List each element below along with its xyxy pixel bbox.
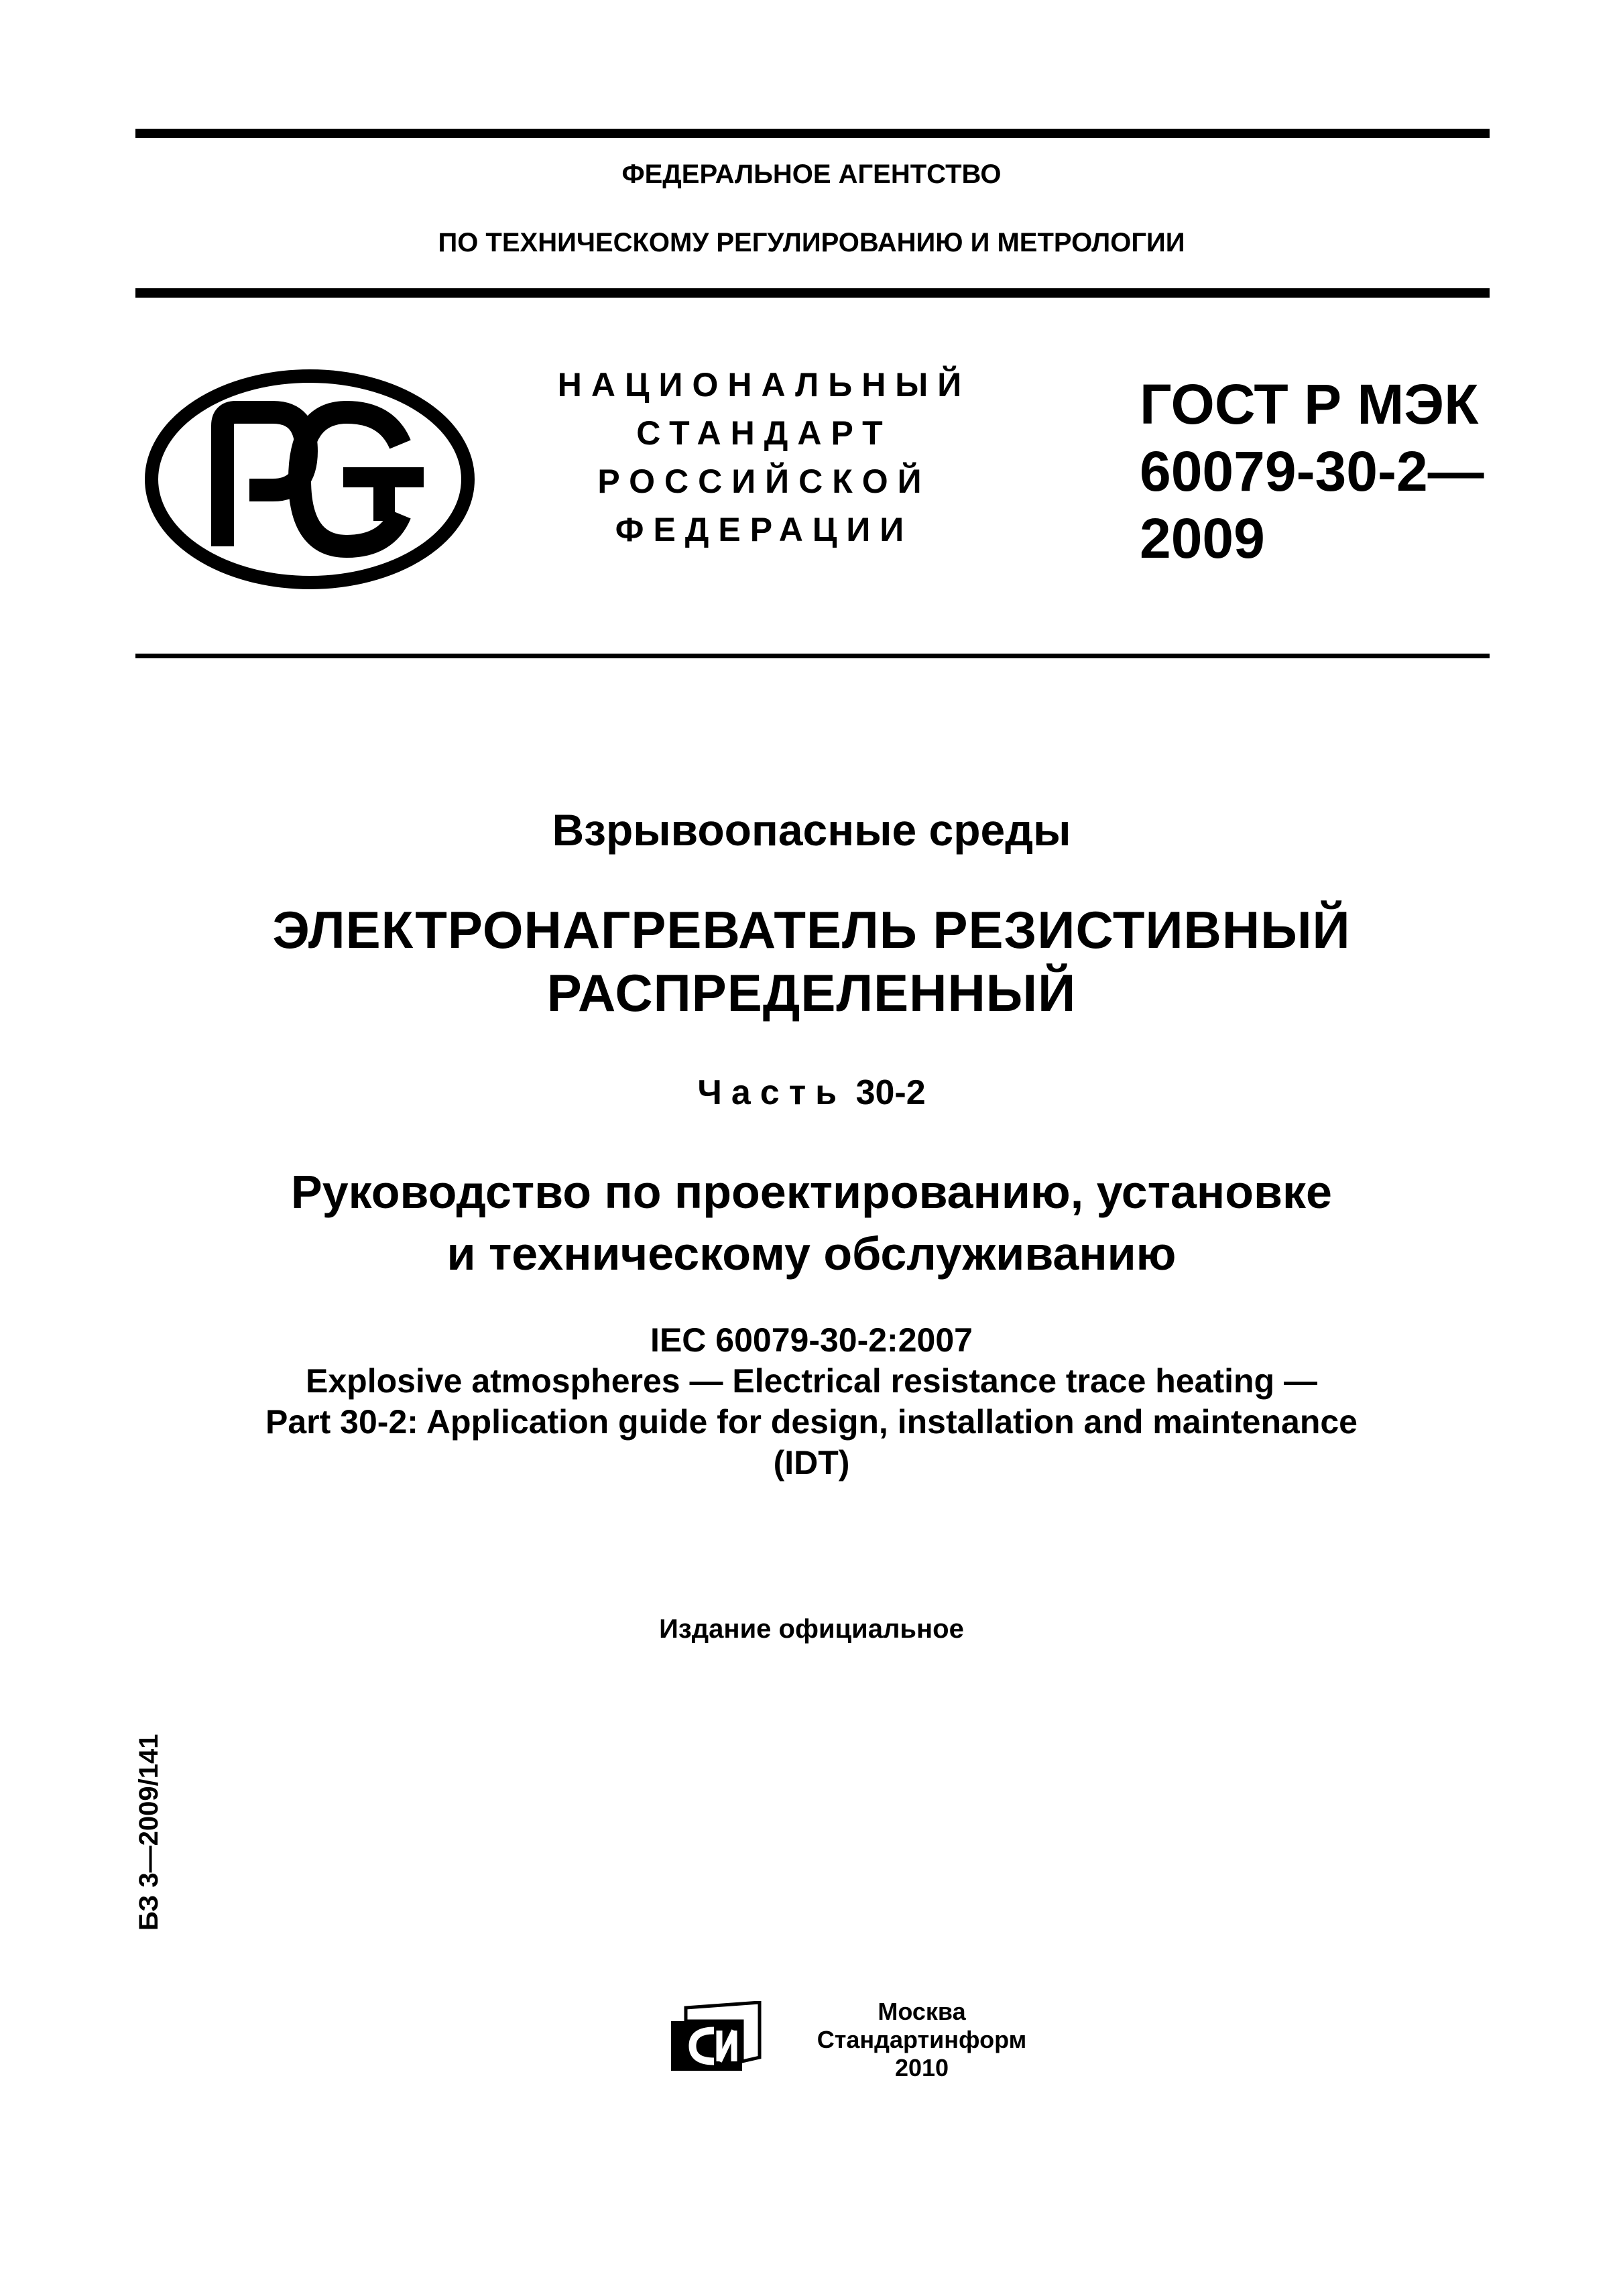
national-line-4: ФЕДЕРАЦИИ (615, 511, 914, 548)
rst-logo-graphic (142, 365, 477, 593)
iec-reference-line-3: Part 30-2: Application guide for design, installation and maintenance (265, 1403, 1358, 1441)
agency-bottom-rule (135, 288, 1490, 298)
top-rule (135, 129, 1490, 138)
gost-designation-line-2: 60079-30-2— (1140, 440, 1484, 503)
agency-line-2: ПО ТЕХНИЧЕСКОМУ РЕГУЛИРОВАНИЮ И МЕТРОЛОГИИ (438, 228, 1185, 257)
gost-designation-line-3: 2009 (1140, 507, 1265, 570)
publisher-name: Стандартинформ (817, 2026, 1027, 2053)
national-line-1: НАЦИОНАЛЬНЫЙ (557, 366, 971, 404)
gost-designation-line-1: ГОСТ Р МЭК (1140, 373, 1479, 436)
part-word: Часть (697, 1073, 847, 1112)
national-line-2: СТАНДАРТ (636, 414, 892, 452)
edition-label: Издание официальное (659, 1614, 964, 1644)
publisher-logo-graphic (667, 2001, 764, 2075)
subtitle-line-2: и техническому обслуживанию (446, 1227, 1177, 1280)
side-code: БЗ 3—2009/141 (134, 1734, 164, 1931)
national-line-3: РОССИЙСКОЙ (597, 463, 931, 500)
publisher-logo (667, 2001, 764, 2075)
main-title-line-2: РАСПРЕДЕЛЕННЫЙ (546, 963, 1077, 1022)
title-line: Взрывоопасные среды (552, 805, 1071, 855)
part-number: 30-2 (855, 1073, 926, 1112)
block-bottom-rule (135, 654, 1490, 658)
subtitle-line-1: Руководство по проектированию, установке (291, 1166, 1332, 1218)
iec-reference-line-1: IEC 60079-30-2:2007 (650, 1321, 973, 1359)
iec-reference-line-4: (IDT) (773, 1444, 850, 1482)
publisher-year: 2010 (894, 2054, 949, 2081)
agency-line-1: ФЕДЕРАЛЬНОЕ АГЕНТСТВО (621, 160, 1002, 189)
part-label (0, 1073, 1623, 1113)
rst-logo (142, 365, 477, 593)
publisher-city: Москва (878, 1998, 966, 2025)
iec-reference-line-2: Explosive atmospheres — Electrical resistance trace heating — (306, 1362, 1317, 1400)
main-title-line-1: ЭЛЕКТРОНАГРЕВАТЕЛЬ РЕЗИСТИВНЫЙ (272, 900, 1351, 959)
